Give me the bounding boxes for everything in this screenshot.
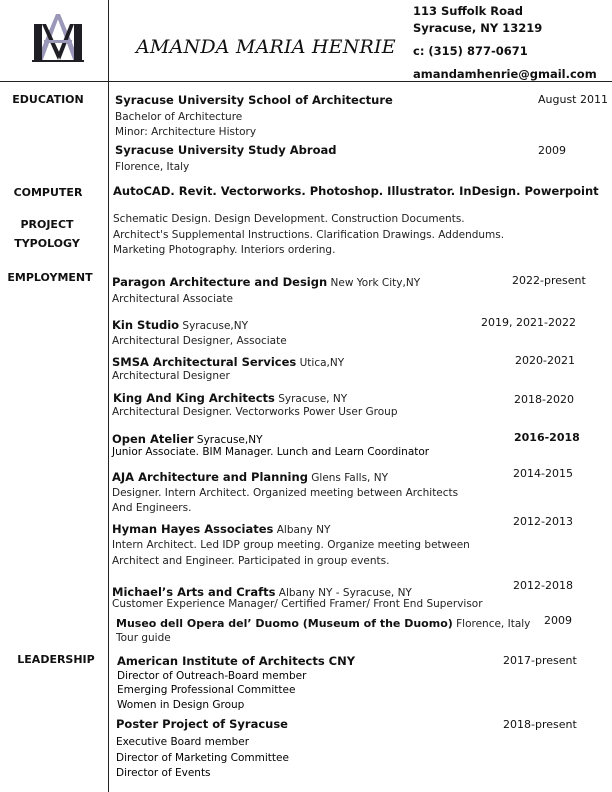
leadership-date: 2017-present xyxy=(503,654,577,667)
leadership-org: Poster Project of Syracuse xyxy=(116,717,288,731)
typology-line: Architect's Supplemental Instructions. Clarification Drawings. Addendums. xyxy=(113,229,505,241)
computer-skills: AutoCAD. Revit. Vectorworks. Photoshop. Illustrator. InDesign. Powerpoint xyxy=(113,184,599,198)
leadership-line: Director of Outreach-Board member xyxy=(117,670,307,682)
job-title: Michael’s Arts and Crafts Albany NY - Syracuse, NY xyxy=(112,585,412,599)
job-title: SMSA Architectural Services Utica,NY xyxy=(112,355,345,369)
address-line-2: Syracuse, NY 13219 xyxy=(413,21,543,35)
typology-line: Schematic Design. Design Development. Construction Documents. xyxy=(113,213,465,225)
job-date: 2014-2015 xyxy=(513,467,573,480)
job-line: Architectural Designer. Vectorworks Power User Group xyxy=(112,406,398,418)
edu-line: Bachelor of Architecture xyxy=(115,111,243,123)
job-line: Architectural Designer xyxy=(112,370,230,382)
phone: c: (315) 877-0671 xyxy=(413,44,528,58)
job-date: 2009 xyxy=(544,614,572,627)
vertical-divider xyxy=(108,0,109,792)
leadership-line: Women in Design Group xyxy=(117,699,245,711)
job-line: Tour guide xyxy=(116,632,171,644)
job-date: 2019, 2021-2022 xyxy=(481,316,576,329)
section-typology: TYPOLOGY xyxy=(14,237,80,250)
job-date: 2012-2018 xyxy=(513,579,573,592)
job-title: Hyman Hayes Associates Albany NY xyxy=(112,522,331,536)
job-line: Architectural Associate xyxy=(112,293,233,305)
section-education: EDUCATION xyxy=(12,93,84,106)
edu-date: 2009 xyxy=(538,144,566,157)
leadership-org: American Institute of Architects CNY xyxy=(117,654,356,668)
job-date: 2016-2018 xyxy=(514,431,580,444)
email[interactable]: amandamhenrie@gmail.com xyxy=(413,67,597,81)
header-divider xyxy=(0,81,612,82)
edu-date: August 2011 xyxy=(538,93,608,106)
job-line: Designer. Intern Architect. Organized meeting between Architects xyxy=(112,487,459,499)
job-date: 2022-present xyxy=(512,274,586,287)
job-line: Architect and Engineer. Participated in group events. xyxy=(112,555,390,567)
monogram-logo xyxy=(30,10,86,64)
section-leadership: LEADERSHIP xyxy=(17,653,95,666)
section-computer: COMPUTER xyxy=(13,186,83,199)
leadership-line: Director of Marketing Committee xyxy=(116,752,289,764)
typology-line: Marketing Photography. Interiors ordering. xyxy=(113,244,336,256)
job-date: 2018-2020 xyxy=(514,393,574,406)
job-line: Customer Experience Manager/ Certified Framer/ Front End Supervisor xyxy=(112,598,483,610)
edu-school: Syracuse University School of Architecture xyxy=(115,93,393,107)
job-title: Museo dell Opera del’ Duomo (Museum of the Duomo) Florence, Italy xyxy=(116,617,531,630)
job-line: Junior Associate. BIM Manager. Lunch and Learn Coordinator xyxy=(112,446,430,458)
leadership-line: Executive Board member xyxy=(116,736,250,748)
section-project: PROJECT xyxy=(20,218,74,231)
job-date: 2012-2013 xyxy=(513,515,573,528)
job-date: 2020-2021 xyxy=(515,354,575,367)
job-title: Kin Studio Syracuse,NY xyxy=(112,318,249,332)
leadership-date: 2018-present xyxy=(503,718,577,731)
job-title: AJA Architecture and Planning Glens Falls, NY xyxy=(112,470,388,484)
leadership-line: Emerging Professional Committee xyxy=(117,684,296,696)
job-line: Intern Architect. Led IDP group meeting. Organize meeting between xyxy=(112,539,470,551)
job-line: Architectural Designer, Associate xyxy=(112,335,287,347)
job-title: Open Atelier Syracuse,NY xyxy=(112,432,263,446)
job-line: And Engineers. xyxy=(112,502,192,514)
applicant-name: AMANDA MARIA HENRIE xyxy=(136,36,396,58)
edu-school: Syracuse University Study Abroad xyxy=(115,143,337,157)
job-title: Paragon Architecture and Design New York City,NY xyxy=(112,275,421,289)
edu-line: Minor: Architecture History xyxy=(115,126,257,138)
job-title: King And King Architects Syracuse, NY xyxy=(113,391,348,405)
section-employment: EMPLOYMENT xyxy=(7,271,93,284)
address-line-1: 113 Suffolk Road xyxy=(413,4,524,18)
edu-line: Florence, Italy xyxy=(115,161,190,173)
leadership-line: Director of Events xyxy=(116,767,211,779)
